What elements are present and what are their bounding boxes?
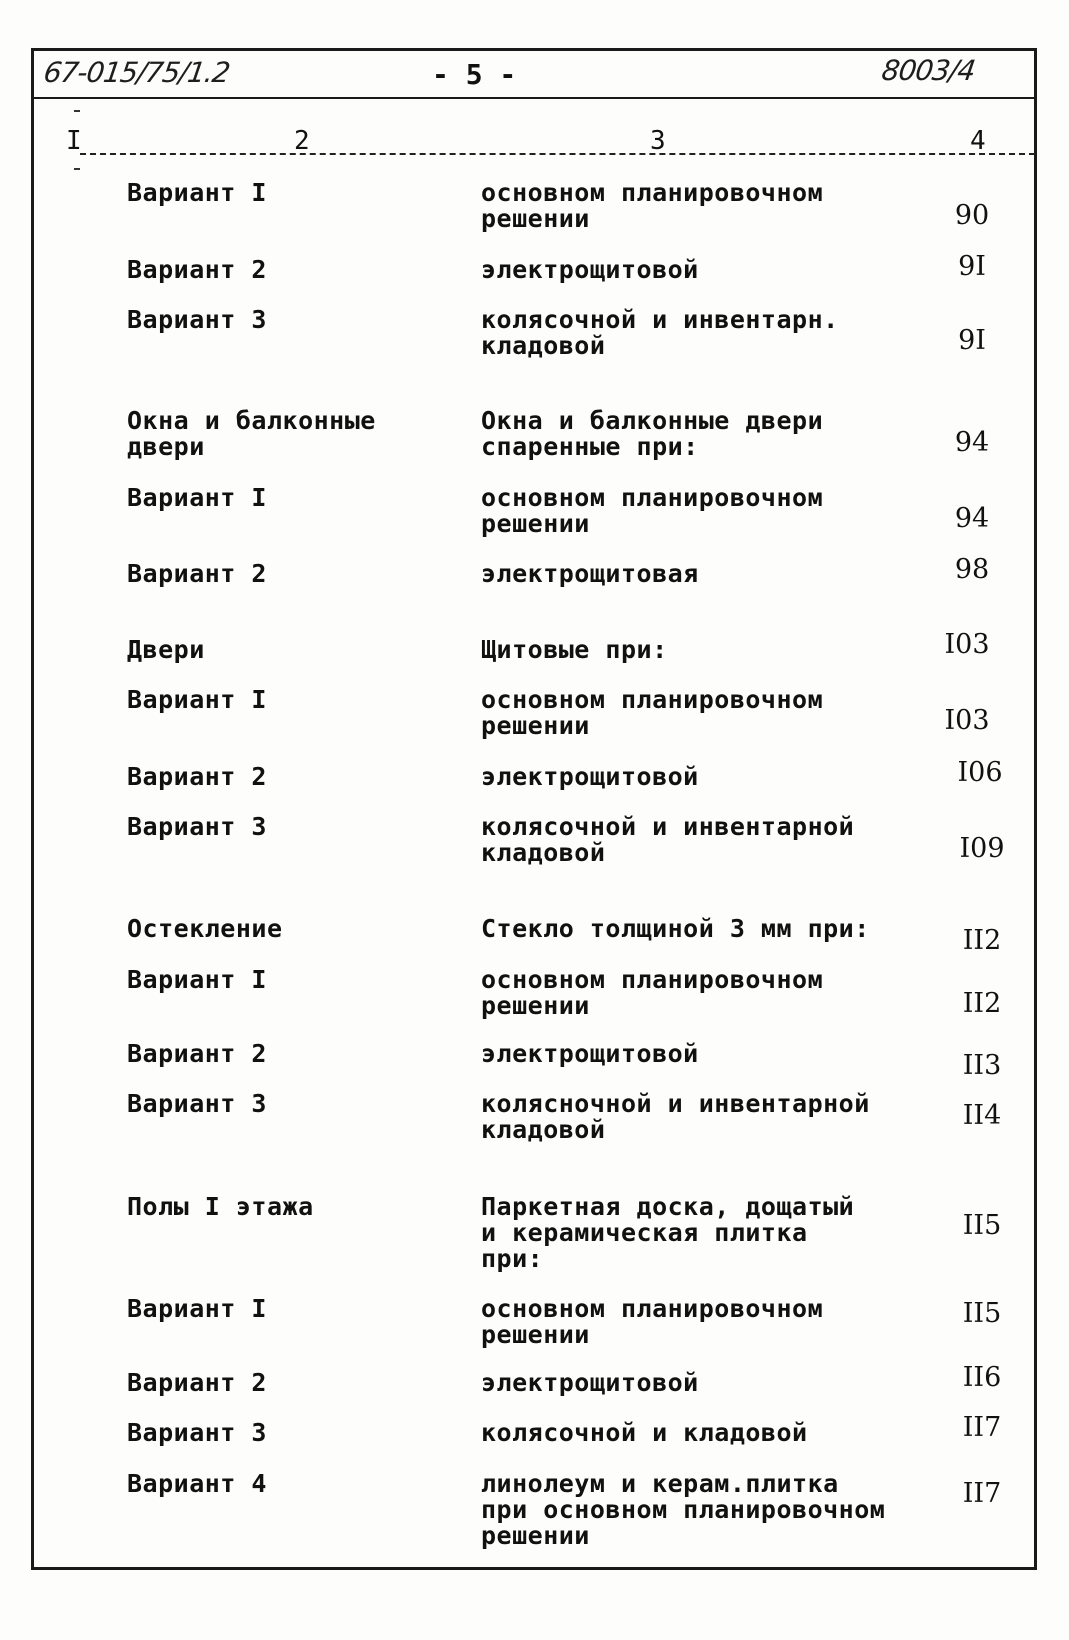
column-header-3: 3 [650, 126, 666, 156]
row-page-ref: II3 [962, 1050, 1002, 1081]
row-label: Вариант 2 [127, 255, 267, 284]
row-page-ref: 94 [954, 427, 990, 458]
header-dashed-rule [80, 153, 1035, 155]
row-description: основном планировочном решении [481, 178, 824, 233]
row-page-ref: II7 [962, 1478, 1002, 1509]
row-description: основном планировочном решении [481, 1294, 824, 1349]
row-label: Вариант 2 [127, 1368, 267, 1397]
row-label: Вариант I [127, 1294, 267, 1323]
row-page-ref: I06 [957, 757, 1003, 788]
row-page-ref: II6 [962, 1362, 1002, 1393]
row-page-ref: 98 [954, 554, 990, 585]
row-description: колясночной и инвентарной кладовой [481, 1089, 870, 1144]
row-page-ref: II5 [962, 1210, 1002, 1241]
row-description: электрощитовой [481, 1368, 699, 1397]
row-label: Вариант I [127, 483, 267, 512]
row-label: Вариант I [127, 685, 267, 714]
column-header-4: 4 [970, 126, 986, 156]
row-label: Вариант 3 [127, 812, 267, 841]
header-rule [31, 97, 1037, 99]
row-page-ref: 94 [954, 503, 990, 534]
row-page-ref: II4 [962, 1100, 1002, 1131]
row-description: электрощитовой [481, 762, 699, 791]
row-page-ref: II7 [962, 1412, 1002, 1443]
row-description: колясочной и инвентарной кладовой [481, 812, 855, 867]
row-label: Вариант 3 [127, 1089, 267, 1118]
row-page-ref: 9I [958, 325, 986, 356]
row-description: электрощитовой [481, 255, 699, 284]
row-description: колясочной и кладовой [481, 1418, 808, 1447]
margin-tick [74, 110, 80, 112]
row-description: электрощитовая [481, 559, 699, 588]
row-label: Вариант 3 [127, 305, 267, 334]
row-description: основном планировочном решении [481, 483, 824, 538]
margin-tick [74, 168, 80, 170]
row-page-ref: I09 [959, 833, 1005, 864]
row-description: основном планировочном решении [481, 965, 824, 1020]
doc-code: 67-015/75/1.2 [41, 56, 232, 89]
row-page-ref: I03 [944, 629, 990, 660]
row-description: Стекло толщиной 3 мм при: [481, 914, 870, 943]
row-page-ref: 9I [958, 251, 986, 282]
row-page-ref: I03 [944, 705, 990, 736]
column-header-2: 2 [294, 126, 310, 156]
row-page-ref: 90 [954, 200, 990, 231]
row-label: Двери [127, 635, 205, 664]
row-label: Вариант 2 [127, 762, 267, 791]
row-label: Окна и балконные двери [127, 406, 376, 461]
row-label: Вариант 2 [127, 1039, 267, 1068]
archive-number: 8003/4 [879, 54, 977, 87]
row-page-ref: II2 [962, 925, 1002, 956]
row-label: Остекление [127, 914, 283, 943]
row-label: Полы I этажа [127, 1192, 314, 1221]
page-number: - 5 - [432, 58, 517, 91]
column-header-1: I [66, 126, 82, 156]
row-label: Вариант I [127, 965, 267, 994]
row-description: Паркетная доска, дощатый и керамическая плитка при: [481, 1192, 855, 1273]
row-description: Окна и балконные двери спаренные при: [481, 406, 824, 461]
row-description: Щитовые при: [481, 635, 668, 664]
row-description: колясочной и инвентарн. кладовой [481, 305, 839, 360]
row-description: основном планировочном решении [481, 685, 824, 740]
row-description: линолеум и керам.плитка при основном планировочном решении [481, 1469, 886, 1550]
row-label: Вариант 2 [127, 559, 267, 588]
row-page-ref: II2 [962, 988, 1002, 1019]
row-label: Вариант 4 [127, 1469, 267, 1498]
row-label: Вариант I [127, 178, 267, 207]
row-label: Вариант 3 [127, 1418, 267, 1447]
row-description: электрощитовой [481, 1039, 699, 1068]
row-page-ref: II5 [962, 1298, 1002, 1329]
